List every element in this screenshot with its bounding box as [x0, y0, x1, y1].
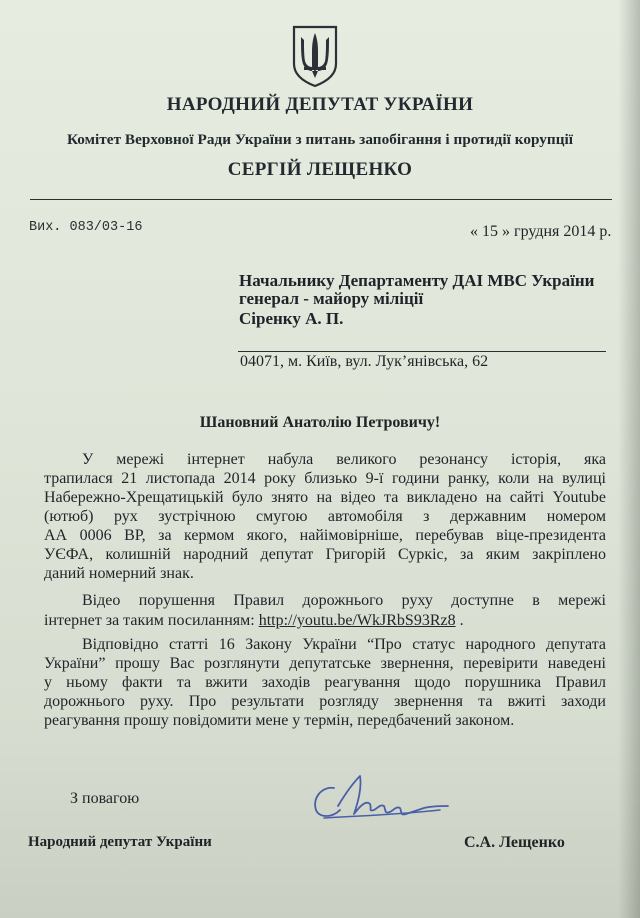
body-line: України” прошу Вас розглянути депутатське звернення, перевірити наведені [44, 655, 606, 672]
signatory-title: Народний депутат України [28, 834, 212, 850]
committee-name: Комітет Верховної Ради України з питань запобігання і протидії корупції [66, 131, 574, 148]
address-divider [238, 351, 606, 352]
link-intro: інтернет за таким посиланням: [44, 612, 255, 629]
body-line: даний номерний знак. [44, 565, 194, 582]
link-suffix: . [459, 612, 464, 629]
handwritten-signature-icon [304, 766, 454, 830]
body-line: (ютюб) рух зустрічною смугою автомобіля з державним номером [44, 508, 606, 525]
body-line-with-link [44, 612, 606, 630]
body-line: Відповідно статті 16 Закону України “Про статус народного депутата [82, 636, 606, 653]
header-divider [30, 199, 612, 200]
body-line: дорожнього руху. Про результати розгляду звернення та вжиті заходи [44, 693, 606, 710]
letter-date: « 15 » грудня 2014 р. [470, 223, 612, 240]
addressee-line-2: генерал - майору міліції [239, 289, 424, 308]
closing-regards: З повагою [70, 790, 140, 807]
postal-address: 04071, м. Київ, вул. Лук’янівська, 62 [240, 353, 489, 370]
body-line: Набережно-Хрещатицькій було знято на відео та викладено на сайті Youtube [44, 489, 606, 506]
body-line: У мережі інтернет набула великого резонансу історія, яка [82, 451, 606, 468]
body-line: УЄФА, колишній народний депутат Григорій Суркіс, за яким закріплено [44, 546, 606, 563]
sender-title: НАРОДНИЙ ДЕПУТАТ УКРАЇНИ [166, 94, 474, 115]
body-line: Відео порушення Правил дорожнього руху доступне в мережі [82, 592, 606, 609]
body-line: реагування прошу повідомити мене у термін, передбачений законом. [44, 712, 515, 729]
addressee-line-3: Сіренку А. П. [239, 309, 344, 328]
trident-coat-of-arms-icon [290, 24, 340, 88]
signatory-name: С.А. Лещенко [464, 834, 565, 851]
body-line: у ньому факти та вжити заходів реагування щодо порушника Правил [44, 674, 606, 691]
salutation: Шановний Анатолію Петровичу! [199, 414, 441, 431]
body-line: АА 0006 ВР, за кермом якого, найімовірніше, перебував віце-президента [44, 527, 606, 544]
addressee-line-1: Начальнику Департаменту ДАІ МВС України [239, 271, 595, 290]
youtube-link[interactable]: http://youtu.be/WkJRbS93Rz8 [258, 612, 456, 629]
body-line: трапилася 21 листопада 2014 року близько 9-ї години ранку, коли на вулиці [44, 470, 606, 487]
sender-name: СЕРГІЙ ЛЕЩЕНКО [227, 159, 413, 180]
outgoing-number: Вих. 083/03-16 [29, 220, 143, 235]
